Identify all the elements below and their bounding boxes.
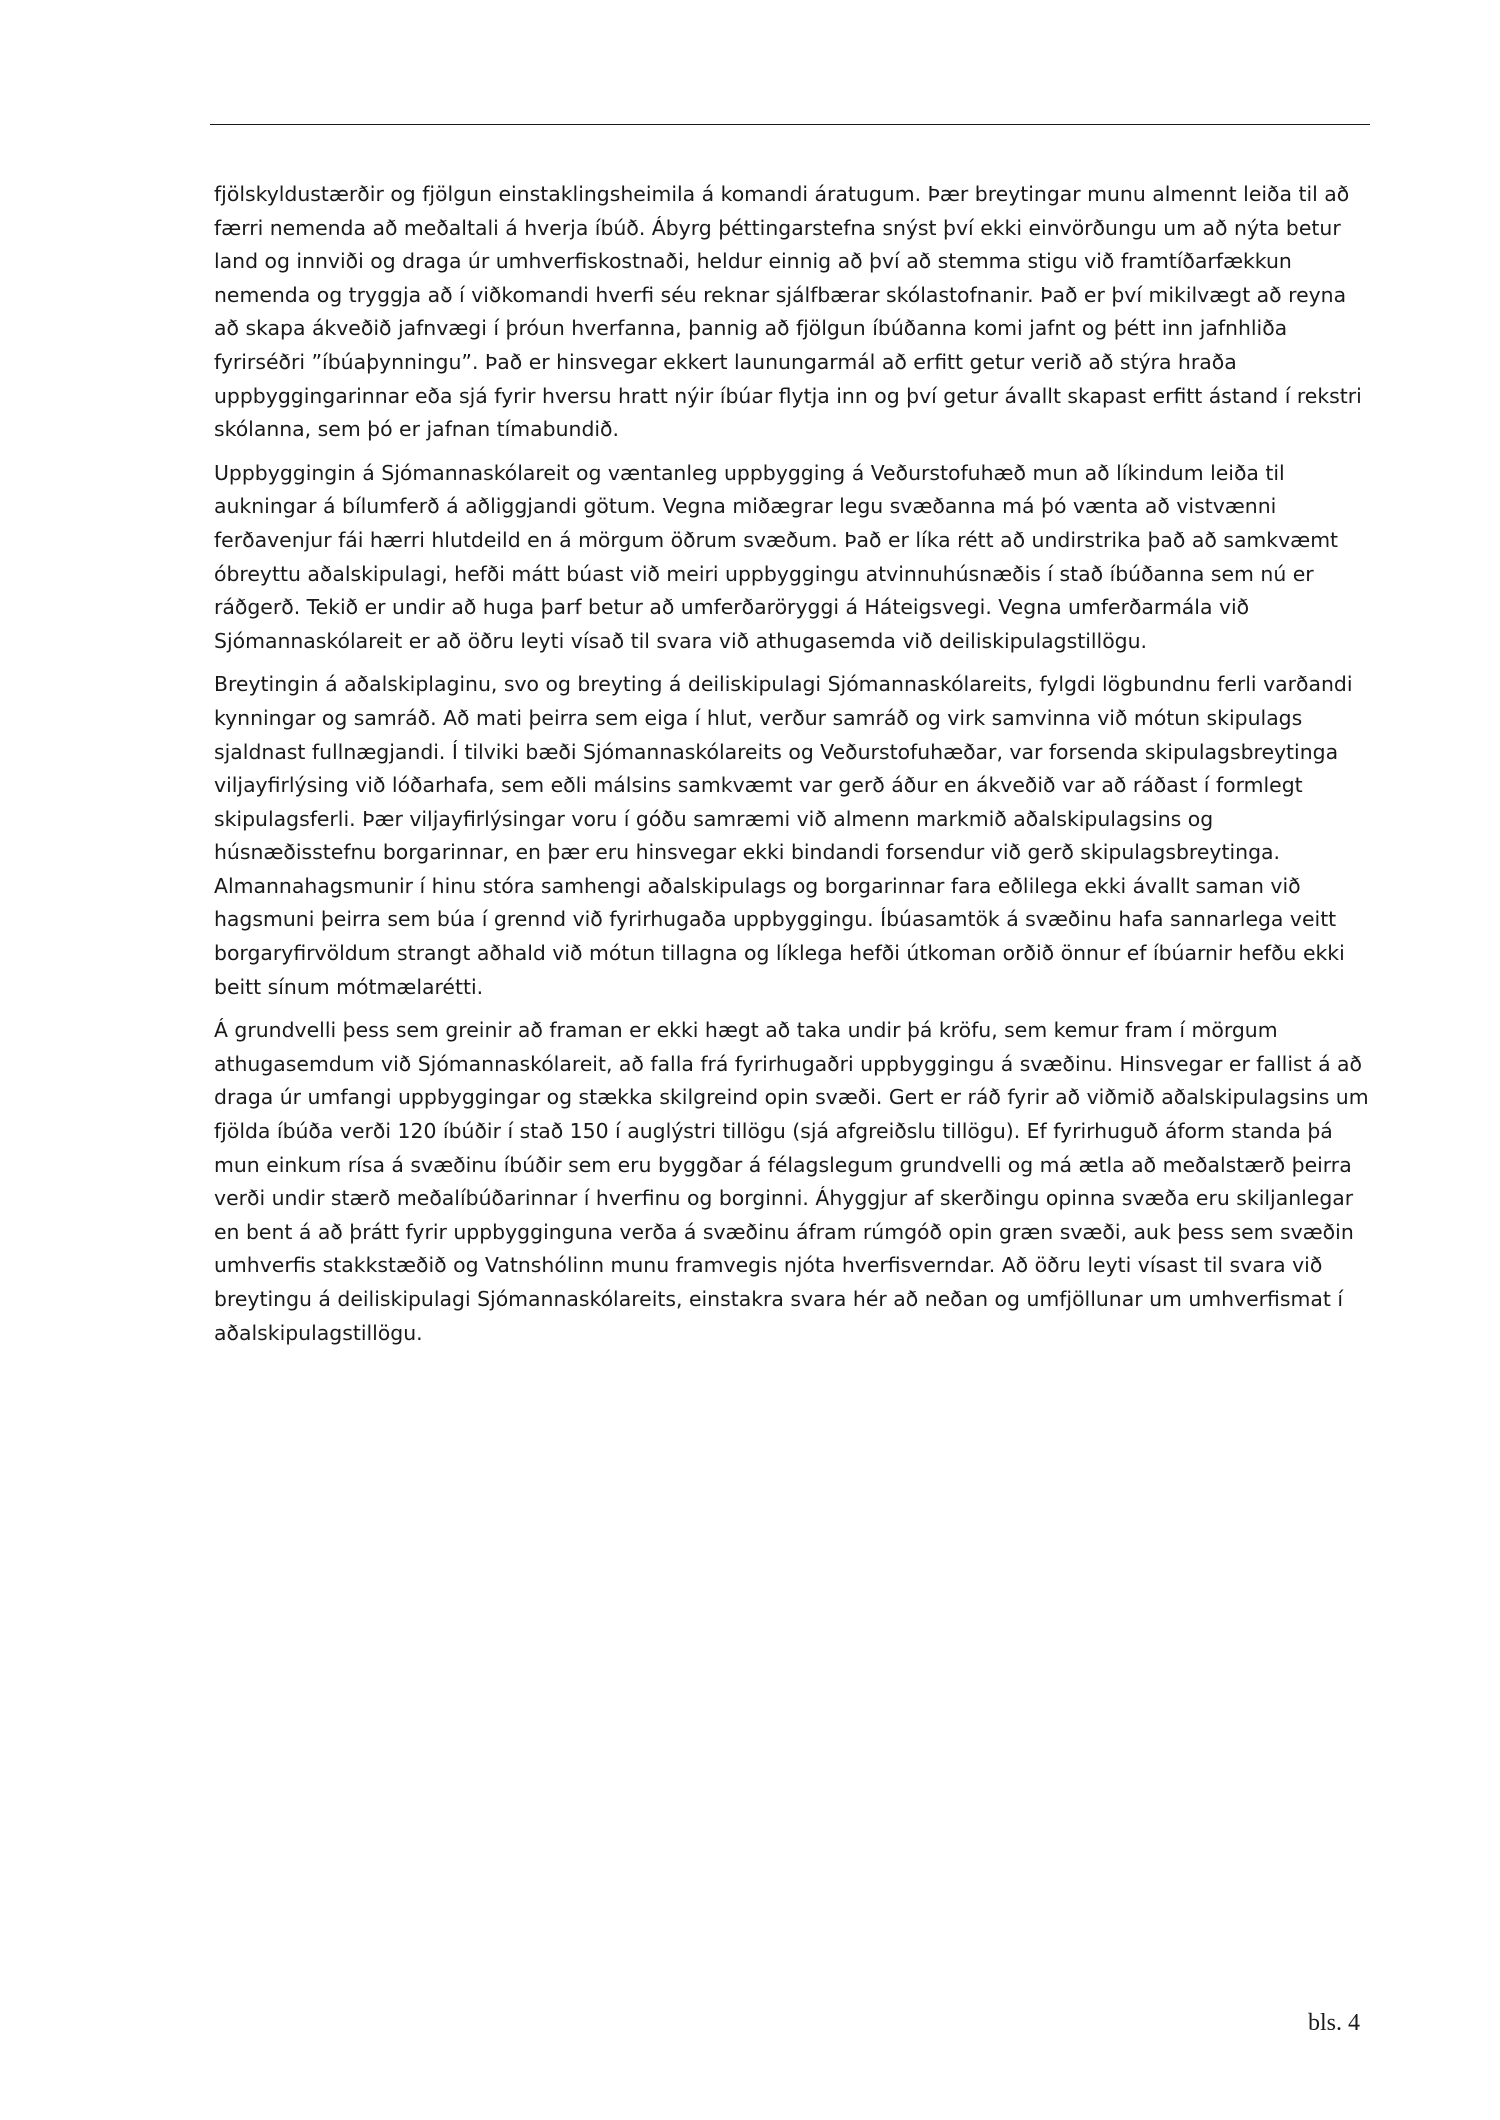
document-body (214, 178, 1370, 1360)
paragraph-1: fjölskyldustærðir og fjölgun einstaklingsheimila á komandi áratugum. Þær breytingar munu almennt leiða til að færri nemenda að meðaltali á hverja íbúð. Ábyrg þéttingarstefna snýst því ekki einvörðungu um að nýta betur land og innviði og draga úr umhverfiskostnaði, heldur einnig að því að stemma stigu við framtíðarfækkun nemenda og tryggja að í viðkomandi hverfi séu reknar sjálfbærar skólastofnanir. Það er því mikilvægt að reyna að skapa ákveðið jafnvægi í þróun hverfanna, þannig að fjölgun íbúðanna komi jafnt og þétt inn jafnhliða fyrirséðri ”íbúaþynningu”. Það er hinsvegar ekkert launungarmál að erfitt getur verið að stýra hraða uppbyggingarinnar eða sjá fyrir hversu hratt nýir íbúar flytja inn og því getur ávallt skapast erfitt ástand í rekstri skólanna, sem þó er jafnan tímabundið. (214, 182, 1362, 442)
paragraph-4: Á grundvelli þess sem greinir að framan er ekki hægt að taka undir þá kröfu, sem kemur fram í mörgum athugasemdum við Sjómannaskólareit, að falla frá fyrirhugaðri uppbyggingu á svæðinu. Hinsvegar er fallist á að draga úr umfangi uppbyggingar og stækka skilgreind opin svæði. Gert er ráð fyrir að viðmið aðalskipulagsins um fjölda íbúða verði 120 íbúðir í stað 150 í auglýstri tillögu (sjá afgreiðslu tillögu). Ef fyrirhuguð áform standa þá mun einkum rísa á svæðinu íbúðir sem eru byggðar á félagslegum grundvelli og má ætla að meðalstærð þeirra verði undir stærð meðalíbúðarinnar í hverfinu og borginni. Áhyggjur af skerðingu opinna svæða eru skiljanlegar en bent á að þrátt fyrir uppbygginguna verða á svæðinu áfram rúmgóð opin græn svæði, auk þess sem svæðin umhverfis stakkstæðið og Vatnshólinn munu framvegis njóta hverfisverndar. Að öðru leyti vísast til svara við breytingu á deiliskipulagi Sjómannaskólareits, einstakra svara hér að neðan og umfjöllunar um umhverfismat í aðalskipulagstillögu. (214, 1018, 1369, 1345)
page-number: bls. 4 (1307, 2010, 1360, 2036)
header-rule (210, 124, 1370, 125)
paragraph-3: Breytingin á aðalskiplaginu, svo og breyting á deiliskipulagi Sjómannaskólareits, fylgdi lögbundnu ferli varðandi kynningar og samráð. Að mati þeirra sem eiga í hlut, verður samráð og virk samvinna við mótun skipulags sjaldnast fullnægjandi. Í tilviki bæði Sjómannaskólareits og Veðurstofuhæðar, var forsenda skipulagsbreytinga viljayfirlýsing við lóðarhafa, sem eðli málsins samkvæmt var gerð áður en ákveðið var að ráðast í formlegt skipulagsferli. Þær viljayfirlýsingar voru í góðu samræmi við almenn markmið aðalskipulagsins og húsnæðisstefnu borgarinnar, en þær eru hinsvegar ekki bindandi forsendur við gerð skipulagsbreytinga. Almannahagsmunir í hinu stóra samhengi aðalskipulags og borgarinnar fara eðlilega ekki ávallt saman við hagsmuni þeirra sem búa í grennd við fyrirhugaða uppbyggingu. Íbúasamtök á svæðinu hafa sannarlega veitt borgaryfirvöldum strangt aðhald við mótun tillagna og líklega hefði útkoman orðið önnur ef íbúarnir hefðu ekki beitt sínum mótmælarétti. (214, 672, 1353, 999)
paragraph-2: Uppbyggingin á Sjómannaskólareit og væntanleg uppbygging á Veðurstofuhæð mun að líkindum leiða til aukningar á bílumferð á aðliggjandi götum. Vegna miðægrar legu svæðanna má þó vænta að vistvænni ferðavenjur fái hærri hlutdeild en á mörgum öðrum svæðum. Það er líka rétt að undirstrika það að samkvæmt óbreyttu aðalskipulagi, hefði mátt búast við meiri uppbyggingu atvinnuhúsnæðis í stað íbúðanna sem nú er ráðgerð. Tekið er undir að huga þarf betur að umferðaröryggi á Háteigsvegi. Vegna umferðarmála við Sjómannaskólareit er að öðru leyti vísað til svara við athugasemda við deiliskipulagstillögu. (214, 460, 1339, 653)
